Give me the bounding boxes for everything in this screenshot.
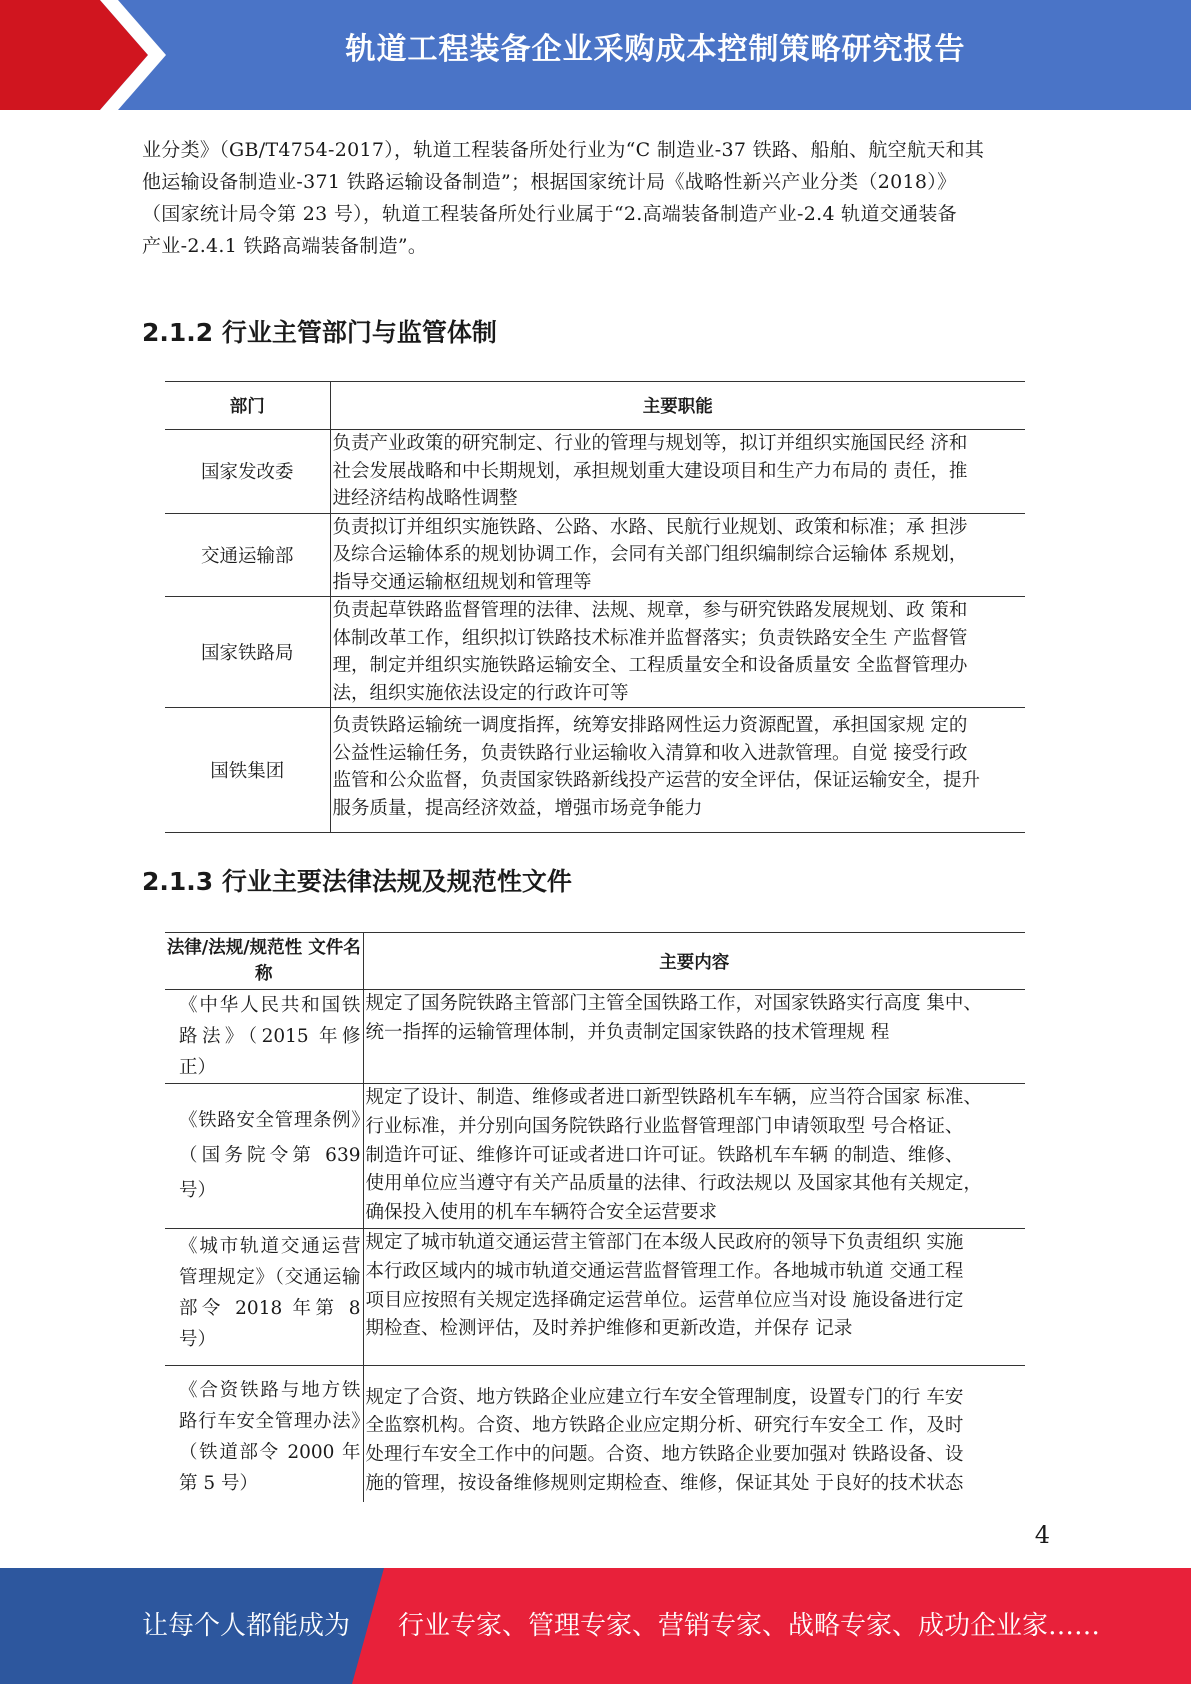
footer-slogan-right: 行业专家、管理专家、营销专家、战略专家、成功企业家…… (398, 1611, 1101, 1641)
intro-line: 业分类》（GB/T4754-2017），轨道工程装备所处行业为“C 制造业-37 铁路、船舶、航空航天和其 (142, 139, 985, 161)
content-line: 确保投入使用的机车车辆符合安全运营要求 (365, 1202, 718, 1224)
intro-line: 他运输设备制造业-371 铁路运输设备制造”；根据国家统计局《战略性新兴产业分类（2018）》 (142, 171, 957, 193)
table-row (165, 990, 1025, 1084)
intro-line: 产业-2.4.1 铁路高端装备制造”。 (142, 235, 428, 257)
table-row (165, 430, 1025, 514)
column-header-department: 部门 (165, 382, 330, 430)
duty-line: 服务质量，提高经济效益，增强市场竞争能力 (332, 797, 703, 819)
content-line: 使用单位应当遵守有关产品质量的法律、行政法规以 及国家其他有关规定， (365, 1173, 982, 1195)
department-duty (330, 597, 1025, 708)
duty-line: 体制改革工作，组织拟订铁路技术标准并监督落实；负责铁路安全生 产监督管 (332, 627, 968, 649)
law-content (363, 1228, 1025, 1365)
duty-line: 法，组织实施依法设定的行政许可等 (332, 682, 629, 704)
section-heading-laws: 2.1.3 行业主要法律法规及规范性文件 (142, 867, 572, 896)
law-name: 《中华人民共和国铁路法》（2015 年修正） (165, 990, 363, 1084)
content-line: 统一指挥的运输管理体制，并负责制定国家铁路的技术管理规 程 (365, 1021, 890, 1043)
content-line: 规定了设计、制造、维修或者进口新型铁路机车车辆，应当符合国家 标准、 (365, 1087, 982, 1108)
content-line: 期检查、检测评估，及时养护维修和更新改造，并保存 记录 (365, 1318, 853, 1340)
duty-line: 指导交通运输枢纽规划和管理等 (332, 571, 592, 593)
department-name: 交通运输部 (165, 513, 330, 597)
table-row (165, 708, 1025, 833)
content-line: 规定了国务院铁路主管部门主管全国铁路工作，对国家铁路实行高度 集中、 (365, 993, 982, 1014)
duty-line: 及综合运输体系的规划协调工作，会同有关部门组织编制综合运输体 系规划， (332, 544, 968, 565)
table-row (165, 1365, 1025, 1502)
department-name: 国家发改委 (165, 430, 330, 514)
content-line: 规定了城市轨道交通运营主管部门在本级人民政府的领导下负责组织 实施 (365, 1231, 964, 1253)
content-line: 制造许可证、维修许可证或者进口许可证。铁路机车车辆 的制造、维修、 (365, 1144, 964, 1166)
department-duty (330, 430, 1025, 514)
regulators-table (165, 381, 1025, 833)
table-row (165, 597, 1025, 708)
law-content (363, 1365, 1025, 1502)
duty-line: 理，制定并组织实施铁路运输安全、工程质量安全和设备质量安 全监督管理办 (332, 655, 968, 676)
law-content (363, 1084, 1025, 1229)
law-name: 《城市轨道交通运营管理规定》（交通运输部令 2018 年第 8 号） (165, 1228, 363, 1365)
content-line: 处理行车安全工作中的问题。合资、地方铁路企业要加强对 铁路设备、设 (365, 1444, 964, 1466)
content-line: 全监察机构。合资、地方铁路企业应定期分析、研究行车安全工 作，及时 (365, 1415, 964, 1437)
content-line: 本行政区域内的城市轨道交通运营监督管理工作。各地城市轨道 交通工程 (365, 1260, 964, 1282)
duty-line: 负责铁路运输统一调度指挥，统筹安排路网性运力资源配置，承担国家规 定的 (332, 715, 968, 736)
page-header (0, 0, 1191, 110)
content-line: 施的管理，按设备维修规则定期检查、维修，保证其处 于良好的技术状态 (365, 1473, 964, 1495)
content-line: 行业标准，并分别向国务院铁路行业监督管理部门申请领取型 号合格证、 (365, 1115, 964, 1137)
footer-slogan-left: 让每个人都能成为 (142, 1611, 351, 1641)
content-line: 规定了合资、地方铁路企业应建立行车安全管理制度，设置专门的行 车安 (365, 1386, 964, 1408)
intro-paragraph (142, 134, 1047, 262)
table-row (165, 513, 1025, 597)
column-header-law-name: 法律/法规/规范性 文件名称 (165, 933, 363, 990)
department-name: 国家铁路局 (165, 597, 330, 708)
law-content (363, 990, 1025, 1084)
duty-line: 进经济结构战略性调整 (332, 488, 518, 509)
duty-line: 负责起草铁路监督管理的法律、法规、规章，参与研究铁路发展规划、政 策和 (332, 600, 968, 621)
section-heading-regulators: 2.1.2 行业主管部门与监管体制 (142, 318, 497, 347)
law-name: 《铁路安全管理条例》（国务院令第 639 号） (165, 1084, 363, 1229)
column-header-duties: 主要职能 (330, 382, 1025, 430)
law-name: 《合资铁路与地方铁路行车安全管理办法》（铁道部令 2000 年第 5 号） (165, 1365, 363, 1502)
report-title: 轨道工程装备企业采购成本控制策略研究报告 (345, 32, 966, 67)
department-name: 国铁集团 (165, 708, 330, 833)
duty-line: 公益性运输任务，负责铁路行业运输收入清算和收入进款管理。自觉 接受行政 (332, 742, 968, 764)
duty-line: 监管和公众监督，负责国家铁路新线投产运营的安全评估，保证运输安全，提升 (332, 770, 981, 791)
intro-line: （国家统计局令第 23 号），轨道工程装备所处行业属于“2.高端装备制造产业-2.4 轨道交通装备 (142, 203, 957, 225)
page-footer (0, 1568, 1191, 1684)
duty-line: 负责产业政策的研究制定、行业的管理与规划等，拟订并组织实施国民经 济和 (332, 433, 968, 454)
table-header-row (165, 933, 1025, 990)
page-number: 4 (1034, 1521, 1050, 1549)
table-row (165, 1228, 1025, 1365)
content-line: 项目应按照有关规定选择确定运营单位。运营单位应当对设 施设备进行定 (365, 1289, 964, 1311)
department-duty (330, 708, 1025, 833)
column-header-content: 主要内容 (363, 933, 1025, 990)
duty-line: 社会发展战略和中长期规划，承担规划重大建设项目和生产力布局的 责任，推 (332, 460, 968, 482)
department-duty (330, 513, 1025, 597)
table-header-row (165, 382, 1025, 430)
laws-table (165, 932, 1025, 1502)
table-row (165, 1084, 1025, 1229)
duty-line: 负责拟订并组织实施铁路、公路、水路、民航行业规划、政策和标准；承 担涉 (332, 516, 968, 538)
